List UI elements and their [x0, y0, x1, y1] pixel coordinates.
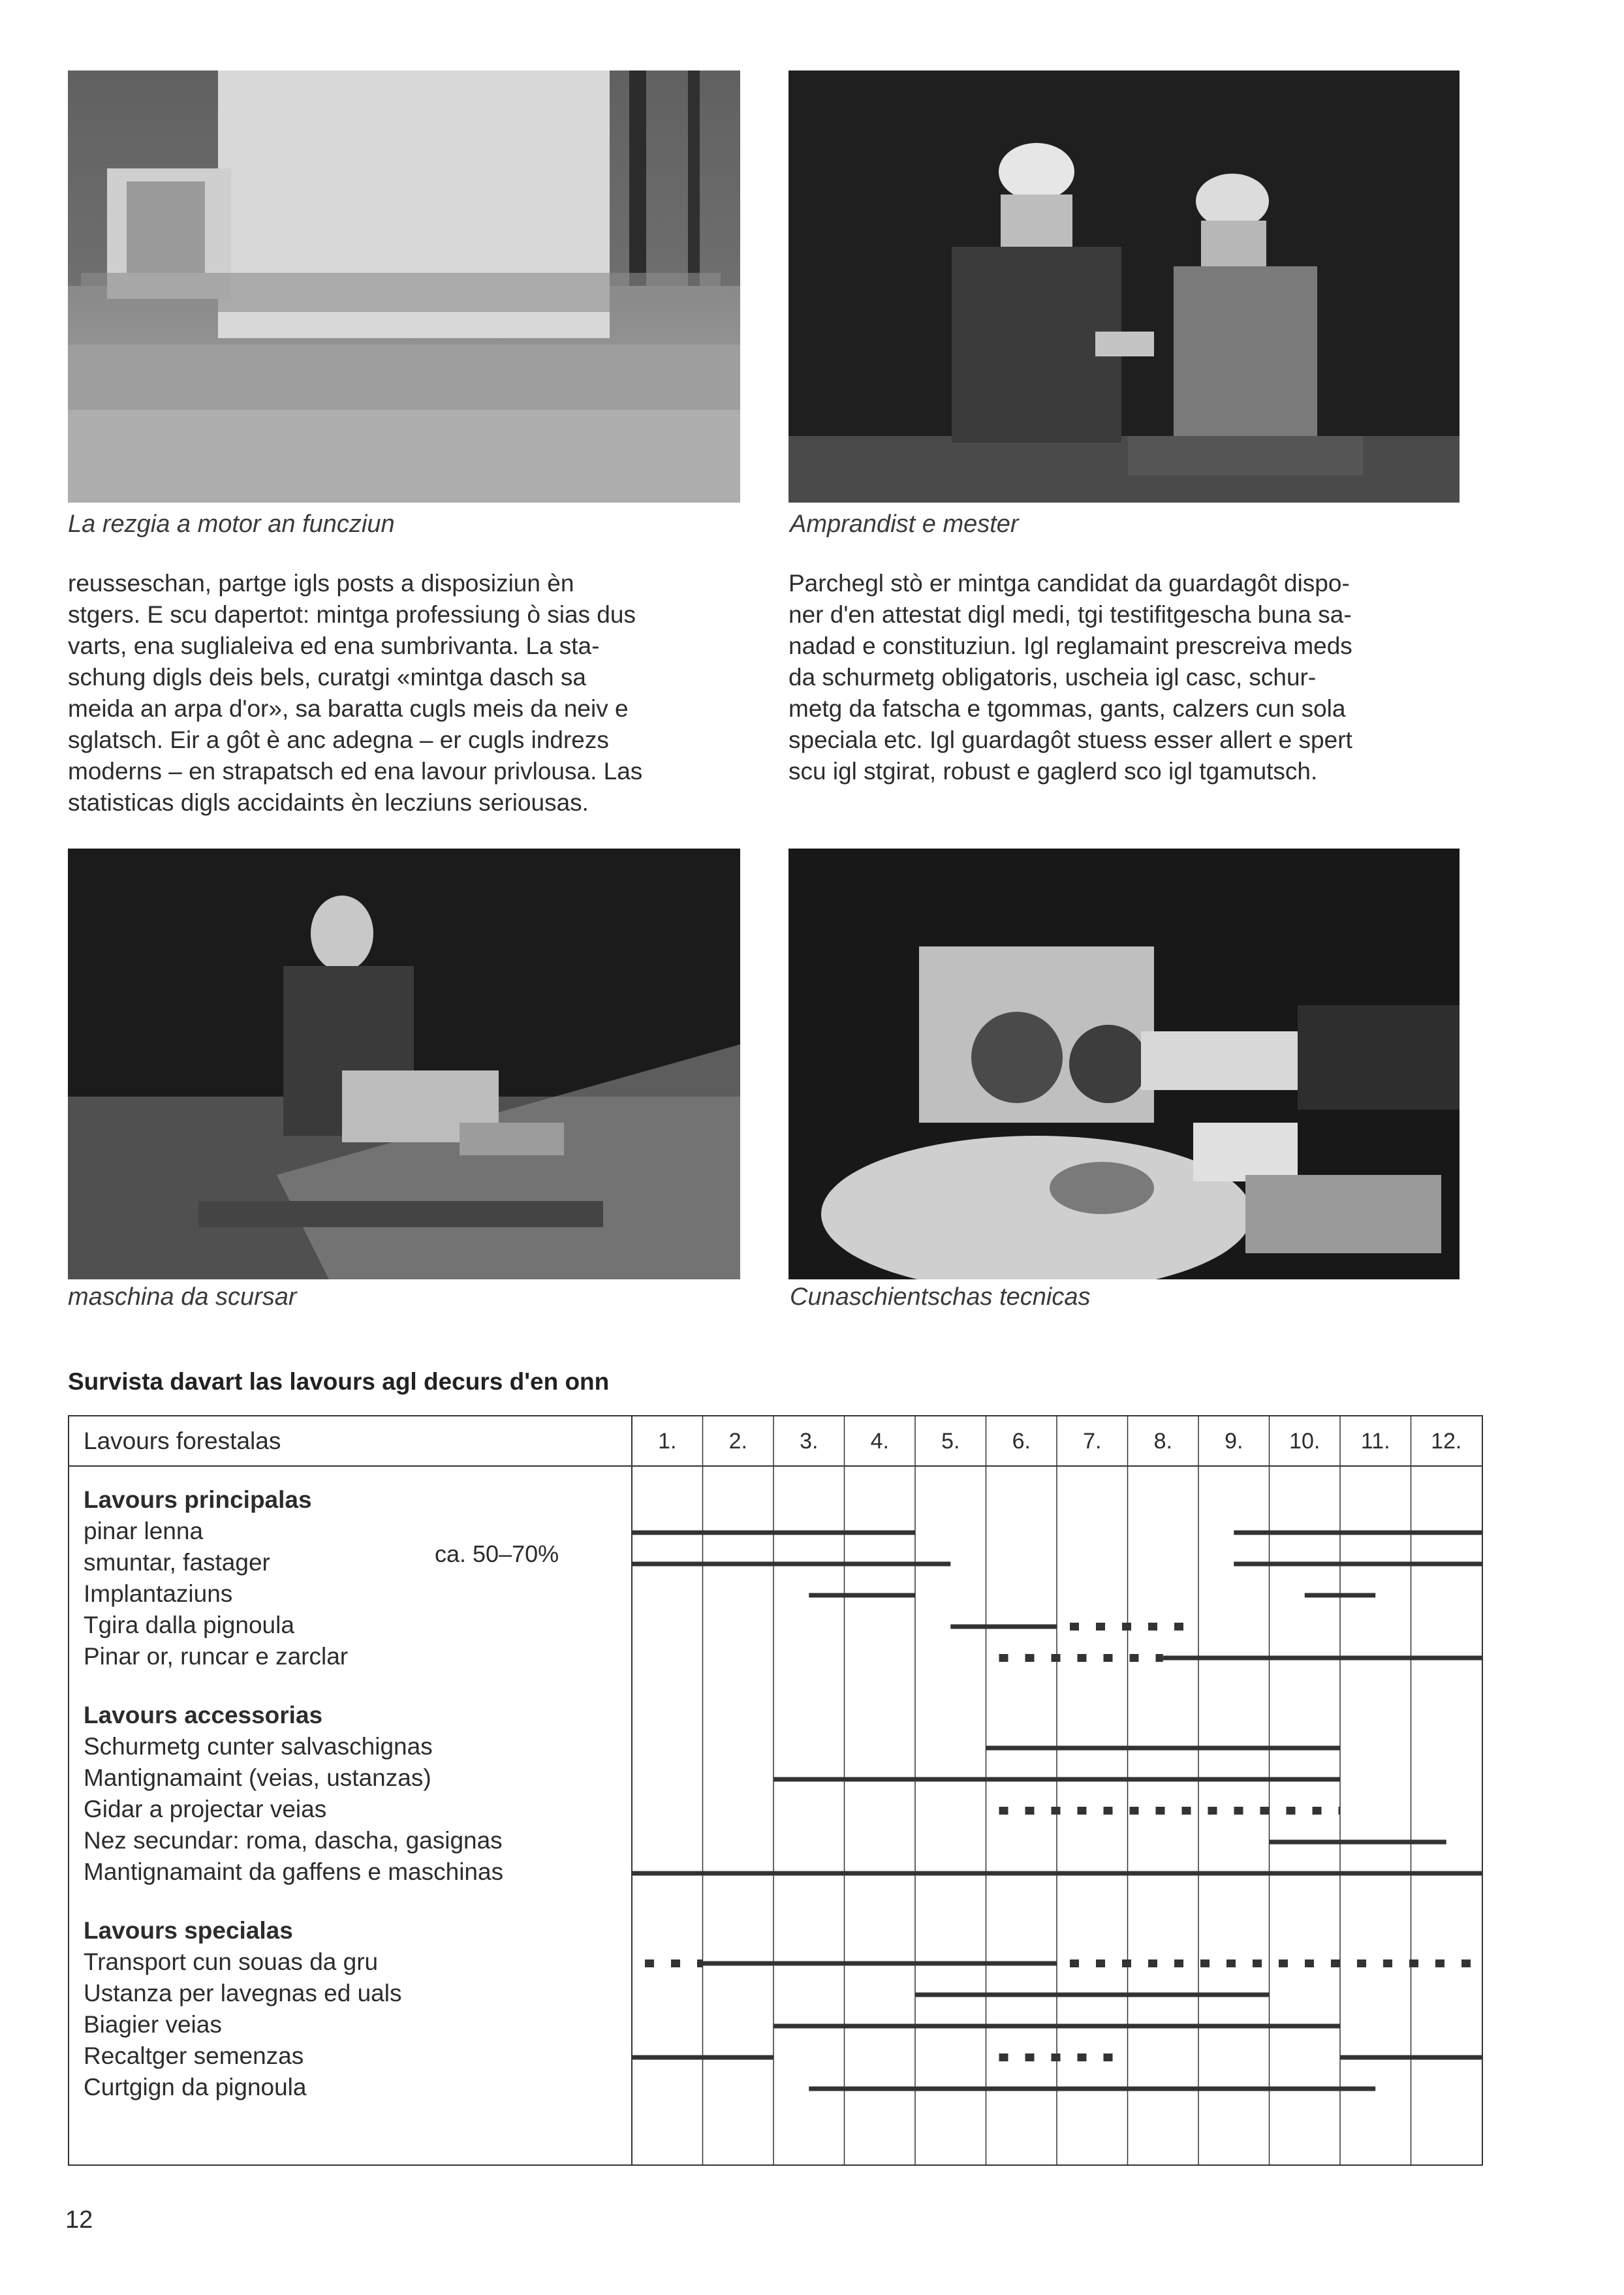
- activity-label: Biagier veias: [84, 2011, 222, 2038]
- activity-label: pinar lenna: [84, 1518, 204, 1544]
- activity-label: Schurmetg cunter salvaschignas: [84, 1733, 433, 1760]
- activity-label: Implantaziuns: [84, 1580, 233, 1607]
- activity-label: Mantignamaint (veias, ustanzas): [84, 1764, 431, 1791]
- activity-label: Pinar or, runcar e zarclar: [84, 1643, 349, 1670]
- photo-caption: Amprandist e mester: [790, 510, 1019, 538]
- activity-label: smuntar, fastager: [84, 1549, 270, 1576]
- month-header: 9.: [1225, 1429, 1243, 1454]
- month-header: 2.: [728, 1429, 747, 1454]
- paragraph-left: [68, 568, 740, 819]
- activity-label: Mantignamaint da gaffens e maschinas: [84, 1858, 504, 1885]
- text-line: stgers. E scu dapertot: mintga professiung ò sias dus: [68, 601, 636, 628]
- text-line: statisticas digls accidaints èn lecziuns seriousas.: [68, 789, 589, 816]
- table-title: Survista davart las lavours agl decurs d'en onn: [68, 1368, 610, 1395]
- annual-work-schedule-table: [68, 1415, 1483, 2166]
- photo-apprentice-and-master: [789, 70, 1460, 503]
- month-header: 6.: [1012, 1429, 1031, 1454]
- text-line: nadad e constituziun. Igl reglamaint prescreiva meds: [789, 632, 1352, 659]
- photo-caption: Cunaschientschas tecnicas: [790, 1283, 1091, 1311]
- text-line: reusseschan, partge igls posts a disposiziun èn: [68, 570, 574, 597]
- percentage-note: ca. 50–70%: [435, 1540, 559, 1567]
- month-header: 10.: [1289, 1429, 1320, 1454]
- photo-brush-cutter: [68, 849, 740, 1279]
- text-line: schung digls deis bels, curatgi «mintga dasch sa: [68, 664, 586, 691]
- text-line: scu igl stgirat, robust e gaglerd sco igl tgamutsch.: [789, 758, 1318, 785]
- group-title: Lavours principalas: [84, 1486, 312, 1513]
- text-line: metg da fatscha e tgommas, gants, calzers cun sola: [789, 695, 1346, 722]
- activity-label: Curtgign da pignoula: [84, 2074, 307, 2100]
- text-line: speciala etc. Igl guardagôt stuess esser allert e spert: [789, 726, 1352, 753]
- photo-chainsaw-operating: [68, 70, 740, 503]
- photo-caption: maschina da scursar: [68, 1283, 297, 1311]
- text-line: sglatsch. Eir a gôt è anc adegna – er cugls indrezs: [68, 726, 609, 753]
- text-line: ner d'en attestat digl medi, tgi testifitgescha buna sa-: [789, 601, 1352, 628]
- paragraph-right: [789, 568, 1461, 787]
- activity-label: Nez secundar: roma, dascha, gasignas: [84, 1827, 503, 1854]
- month-header: 1.: [658, 1429, 677, 1454]
- text-line: varts, ena suglialeiva ed ena sumbrivanta. La sta-: [68, 632, 600, 659]
- month-header: 12.: [1431, 1429, 1462, 1454]
- photo-technical-knowledge: [789, 849, 1460, 1279]
- group-title: Lavours specialas: [84, 1917, 293, 1944]
- activity-label: Recaltger semenzas: [84, 2042, 304, 2069]
- activity-label: Ustanza per lavegnas ed uals: [84, 1980, 402, 2006]
- month-header: 8.: [1153, 1429, 1172, 1454]
- photo-caption: La rezgia a motor an funcziun: [68, 510, 395, 538]
- text-line: moderns – en strapatsch ed ena lavour privlousa. Las: [68, 758, 643, 785]
- activity-label: Tgira dalla pignoula: [84, 1612, 294, 1638]
- month-header: 7.: [1083, 1429, 1102, 1454]
- text-line: Parchegl stò er mintga candidat da guardagôt dispo-: [789, 570, 1350, 597]
- month-header: 3.: [800, 1429, 819, 1454]
- text-line: meida an arpa d'or», sa baratta cugls meis da neiv e: [68, 695, 629, 722]
- month-header: 4.: [870, 1429, 889, 1454]
- table-header-label: Lavours forestalas: [84, 1428, 281, 1454]
- month-header: 11.: [1360, 1429, 1390, 1454]
- month-header: 5.: [941, 1429, 960, 1454]
- activity-label: Gidar a projectar veias: [84, 1796, 327, 1822]
- text-line: da schurmetg obligatoris, uscheia igl casc, schur-: [789, 664, 1317, 691]
- activity-label: Transport cun souas da gru: [84, 1948, 379, 1975]
- group-title: Lavours accessorias: [84, 1702, 323, 1728]
- page-number: 12: [65, 2206, 93, 2234]
